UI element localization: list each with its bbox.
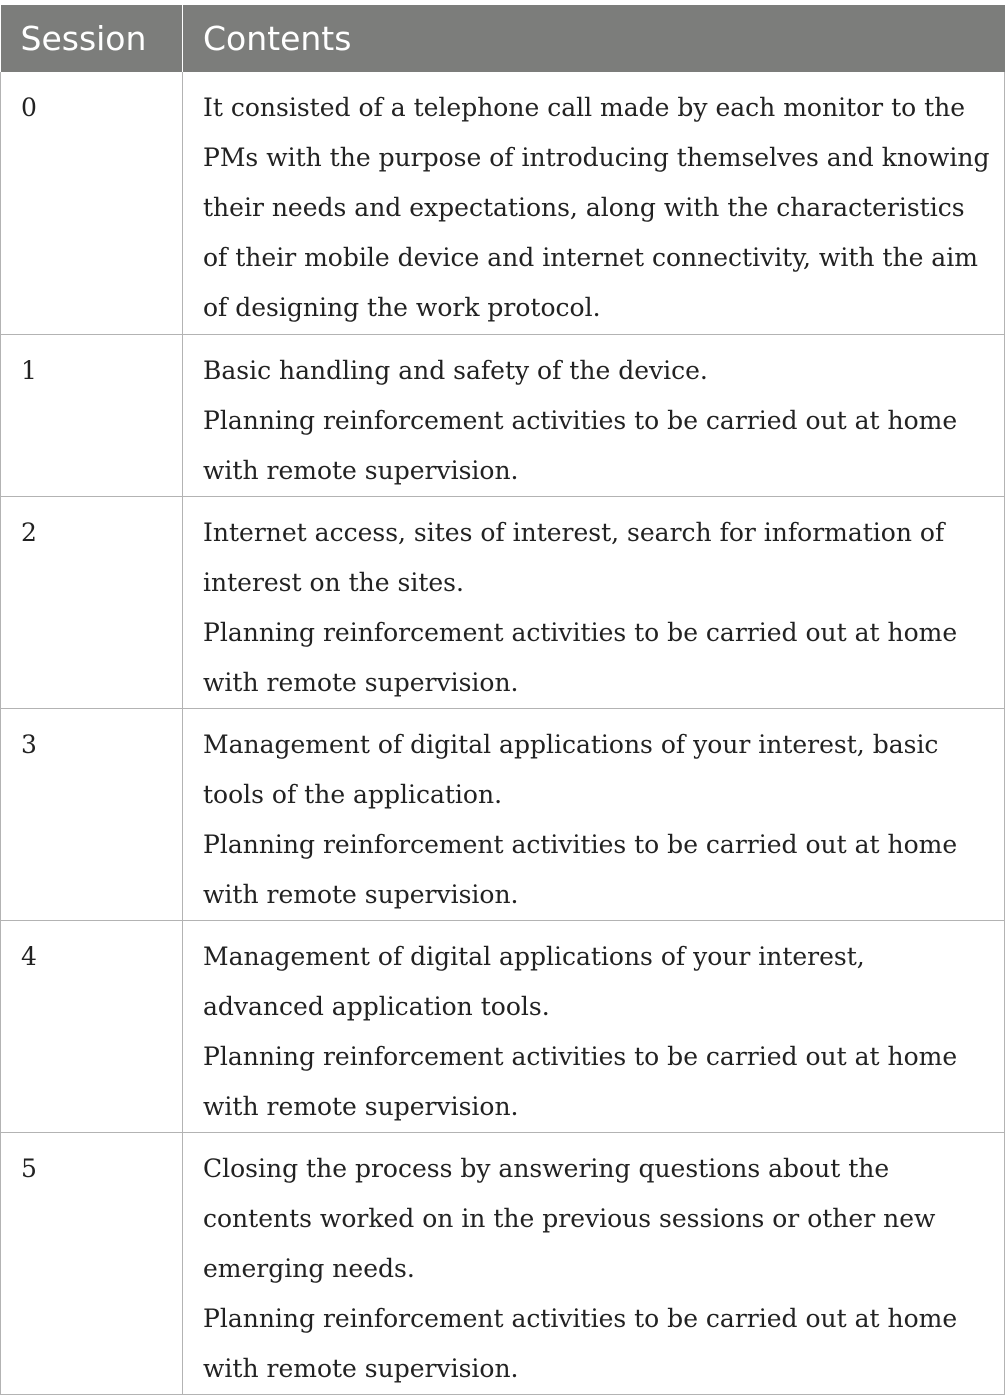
table-row [1,334,1005,496]
sessions-table [0,5,1005,1395]
contents-paragraph: Internet access, sites of interest, search for information of interest on the sites. [203,517,945,597]
table-row [1,72,1005,334]
session-contents [183,334,1005,496]
contents-paragraph: Planning reinforcement activities to be carried out at home with remote supervision. [203,405,958,485]
session-number: 3 [1,708,183,920]
session-contents [183,72,1005,334]
session-contents [183,708,1005,920]
contents-paragraph: Management of digital applications of your interest, advanced application tools. [203,941,865,1021]
contents-paragraph: Planning reinforcement activities to be carried out at home with remote supervision. [203,829,958,909]
contents-paragraph: Basic handling and safety of the device. [203,355,708,385]
session-contents [183,1132,1005,1394]
contents-paragraph: Planning reinforcement activities to be carried out at home with remote supervision. [203,617,958,697]
contents-paragraph: Closing the process by answering questions about the contents worked on in the previous sessions or other new emerging needs. [203,1153,936,1283]
table-row [1,496,1005,708]
header-row [1,5,1005,72]
column-header-contents: Contents [183,5,1005,72]
session-contents [183,920,1005,1132]
table-row [1,708,1005,920]
session-number: 2 [1,496,183,708]
session-contents [183,496,1005,708]
contents-paragraph: Planning reinforcement activities to be carried out at home with remote supervision. [203,1303,958,1383]
contents-paragraph: Management of digital applications of your interest, basic tools of the application. [203,729,939,809]
contents-paragraph: It consisted of a telephone call made by each monitor to the PMs with the purpose of introducing themselves and knowing their needs and expectations, along with the characteristics of their mobile device and internet connectivity, with the aim of designing the work protocol. [203,93,990,322]
session-number: 1 [1,334,183,496]
session-number: 0 [1,72,183,334]
table-row [1,920,1005,1132]
column-header-session: Session [1,5,183,72]
contents-paragraph: Planning reinforcement activities to be carried out at home with remote supervision. [203,1041,958,1121]
session-number: 5 [1,1132,183,1394]
table-row [1,1132,1005,1394]
session-number: 4 [1,920,183,1132]
